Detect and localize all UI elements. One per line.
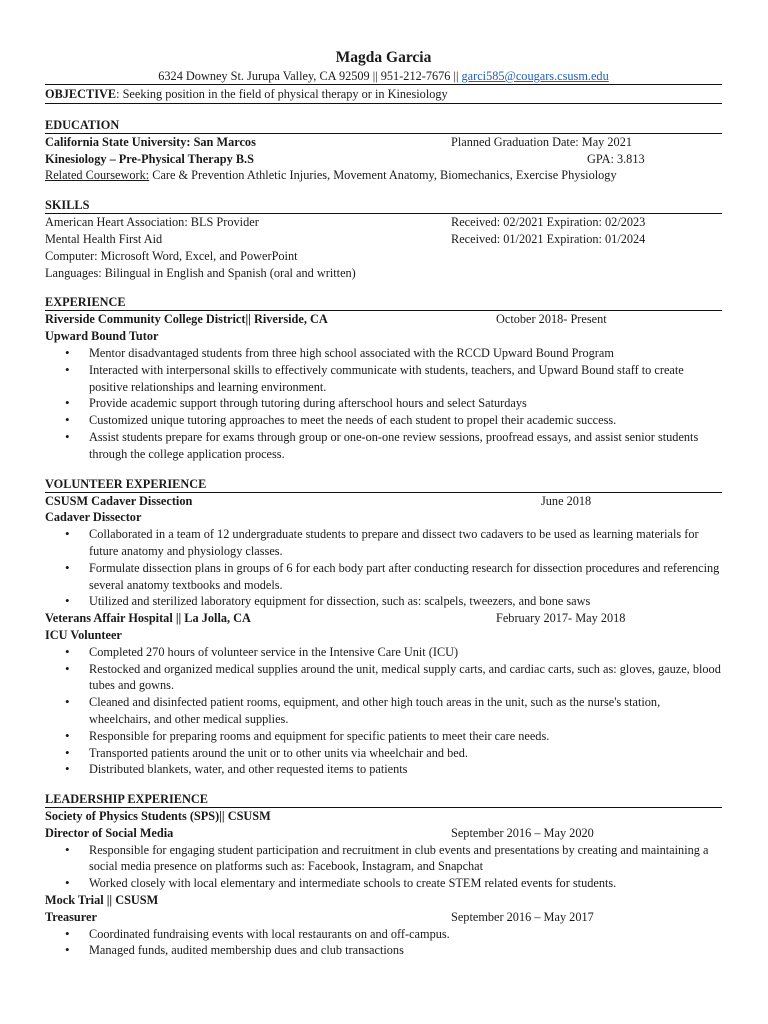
- volunteer-bullets: [45, 526, 722, 610]
- bullet-item: • Worked closely with local elementary and intermediate schools to create STEM related events for students.: [89, 875, 722, 892]
- bullet-item: • Cleaned and disinfected patient rooms, equipment, and other high touch areas in the unit, such as the nurse's station, wheelchairs, and other medical supplies.: [89, 694, 722, 728]
- volunteer-org: CSUSM Cadaver Dissection: [45, 493, 193, 508]
- bullet-item: • Mentor disadvantaged students from three high school associated with the RCCD Upward Bound Program: [89, 345, 722, 362]
- experience-bullets: [45, 345, 722, 463]
- resume-page: [45, 48, 722, 959]
- coursework-row: [45, 167, 722, 184]
- coursework-list: Care & Prevention Athletic Injuries, Movement Anatomy, Biomechanics, Exercise Physiology: [149, 168, 617, 183]
- leadership-date: September 2016 – May 2020: [451, 825, 594, 840]
- bullet-item: • Assist students prepare for exams through group or one-on-one review sessions, proofread essays, and assist senior students through the college application process.: [89, 429, 722, 463]
- leadership-role-row: [45, 825, 722, 842]
- skill-name: Languages: Bilingual in English and Spanish (oral and written): [45, 265, 356, 280]
- bullet-item: • Coordinated fundraising events with local restaurants on and off-campus.: [89, 926, 722, 943]
- coursework-label: Related Coursework:: [45, 168, 150, 183]
- leadership-role: Treasurer: [45, 909, 97, 924]
- leadership-role: Director of Social Media: [45, 825, 174, 840]
- bullet-item: • Formulate dissection plans in groups of 6 for each body part after conducting research for dissection procedures and referencing several anatomy textbooks and models.: [89, 560, 722, 594]
- objective-text: : Seeking position in the field of physical therapy or in Kinesiology: [116, 87, 448, 101]
- address-phone: 6324 Downey St. Jurupa Valley, CA 92509 || 951-212-7676 ||: [158, 69, 462, 83]
- bullet-item: • Responsible for preparing rooms and equipment for specific patients to meet their care needs.: [89, 728, 722, 745]
- skill-name: American Heart Association: BLS Provider: [45, 215, 259, 230]
- volunteer-role: Cadaver Dissector: [45, 510, 142, 525]
- email-link[interactable]: garci585@cougars.csusm.edu: [461, 69, 609, 83]
- skill-dates: Received: 01/2021 Expiration: 01/2024: [451, 231, 646, 246]
- contact-line: [45, 68, 722, 85]
- education-school-row: [45, 134, 722, 151]
- gpa: GPA: 3.813: [587, 151, 645, 166]
- degree: Kinesiology – Pre-Physical Therapy B.S: [45, 151, 254, 166]
- bullet-item: • Utilized and sterilized laboratory equipment for dissection, such as: scalpels, tweezers, and bone saws: [89, 593, 722, 610]
- volunteer-org-row: [45, 493, 722, 510]
- leadership-org: Society of Physics Students (SPS)|| CSUSM: [45, 809, 271, 824]
- skill-row: [45, 265, 722, 282]
- leadership-bullets: [45, 926, 722, 960]
- candidate-name: Magda Garcia: [335, 49, 432, 66]
- section-title-experience: EXPERIENCE: [45, 294, 722, 311]
- skill-dates: Received: 02/2021 Expiration: 02/2023: [451, 215, 646, 230]
- objective-label: OBJECTIVE: [45, 87, 117, 101]
- bullet-item: • Distributed blankets, water, and other requested items to patients: [89, 761, 722, 778]
- section-title-leadership: LEADERSHIP EXPERIENCE: [45, 791, 722, 808]
- bullet-item: • Customized unique tutoring approaches to meet the needs of each student to propel their academic success.: [89, 412, 722, 429]
- section-title-skills: SKILLS: [45, 197, 722, 214]
- education-degree-row: [45, 151, 722, 168]
- objective: [45, 85, 722, 104]
- skill-row: [45, 214, 722, 231]
- bullet-item: • Responsible for engaging student participation and recruitment in club events and presentations by creating and maintaining a social media presence on platforms such as: Facebook, Instagram, and Snapchat: [89, 842, 722, 876]
- graduation-date: Planned Graduation Date: May 2021: [451, 134, 632, 149]
- skill-row: [45, 248, 722, 265]
- experience-org-row: [45, 311, 722, 328]
- experience-org: Riverside Community College District|| Riverside, CA: [45, 312, 328, 327]
- skill-row: [45, 231, 722, 248]
- section-title-volunteer: VOLUNTEER EXPERIENCE: [45, 476, 722, 493]
- school-name: California State University: San Marcos: [45, 134, 256, 149]
- bullet-item: • Interacted with interpersonal skills to effectively communicate with students, teachers, and Upward Bound staff to create positive relationships and learning environment.: [89, 362, 722, 396]
- volunteer-date: February 2017- May 2018: [496, 611, 626, 626]
- experience-date: October 2018- Present: [496, 312, 607, 327]
- volunteer-bullets: [45, 644, 722, 778]
- volunteer-org-row: [45, 610, 722, 627]
- leadership-bullets: [45, 842, 722, 892]
- section-title-education: EDUCATION: [45, 117, 722, 134]
- leadership-role-row: [45, 909, 722, 926]
- bullet-item: • Collaborated in a team of 12 undergraduate students to prepare and dissect two cadavers to be used as learning materials for future anatomy and physiology classes.: [89, 526, 722, 560]
- volunteer-date: June 2018: [541, 493, 592, 508]
- bullet-item: • Transported patients around the unit or to other units via wheelchair and bed.: [89, 745, 722, 762]
- leadership-date: September 2016 – May 2017: [451, 909, 594, 924]
- bullet-item: • Completed 270 hours of volunteer service in the Intensive Care Unit (ICU): [89, 644, 722, 661]
- volunteer-org: Veterans Affair Hospital || La Jolla, CA: [45, 611, 251, 626]
- bullet-item: • Managed funds, audited membership dues and club transactions: [89, 942, 722, 959]
- bullet-item: • Restocked and organized medical supplies around the unit, medical supply carts, and cardiac carts, such as: gloves, gauze, blood tubes and gowns.: [89, 661, 722, 695]
- skill-name: Computer: Microsoft Word, Excel, and PowerPoint: [45, 248, 298, 263]
- skill-name: Mental Health First Aid: [45, 231, 163, 246]
- leadership-org: Mock Trial || CSUSM: [45, 893, 159, 908]
- bullet-item: • Provide academic support through tutoring during afterschool hours and select Saturdays: [89, 395, 722, 412]
- experience-role: Upward Bound Tutor: [45, 329, 159, 344]
- volunteer-role: ICU Volunteer: [45, 627, 122, 642]
